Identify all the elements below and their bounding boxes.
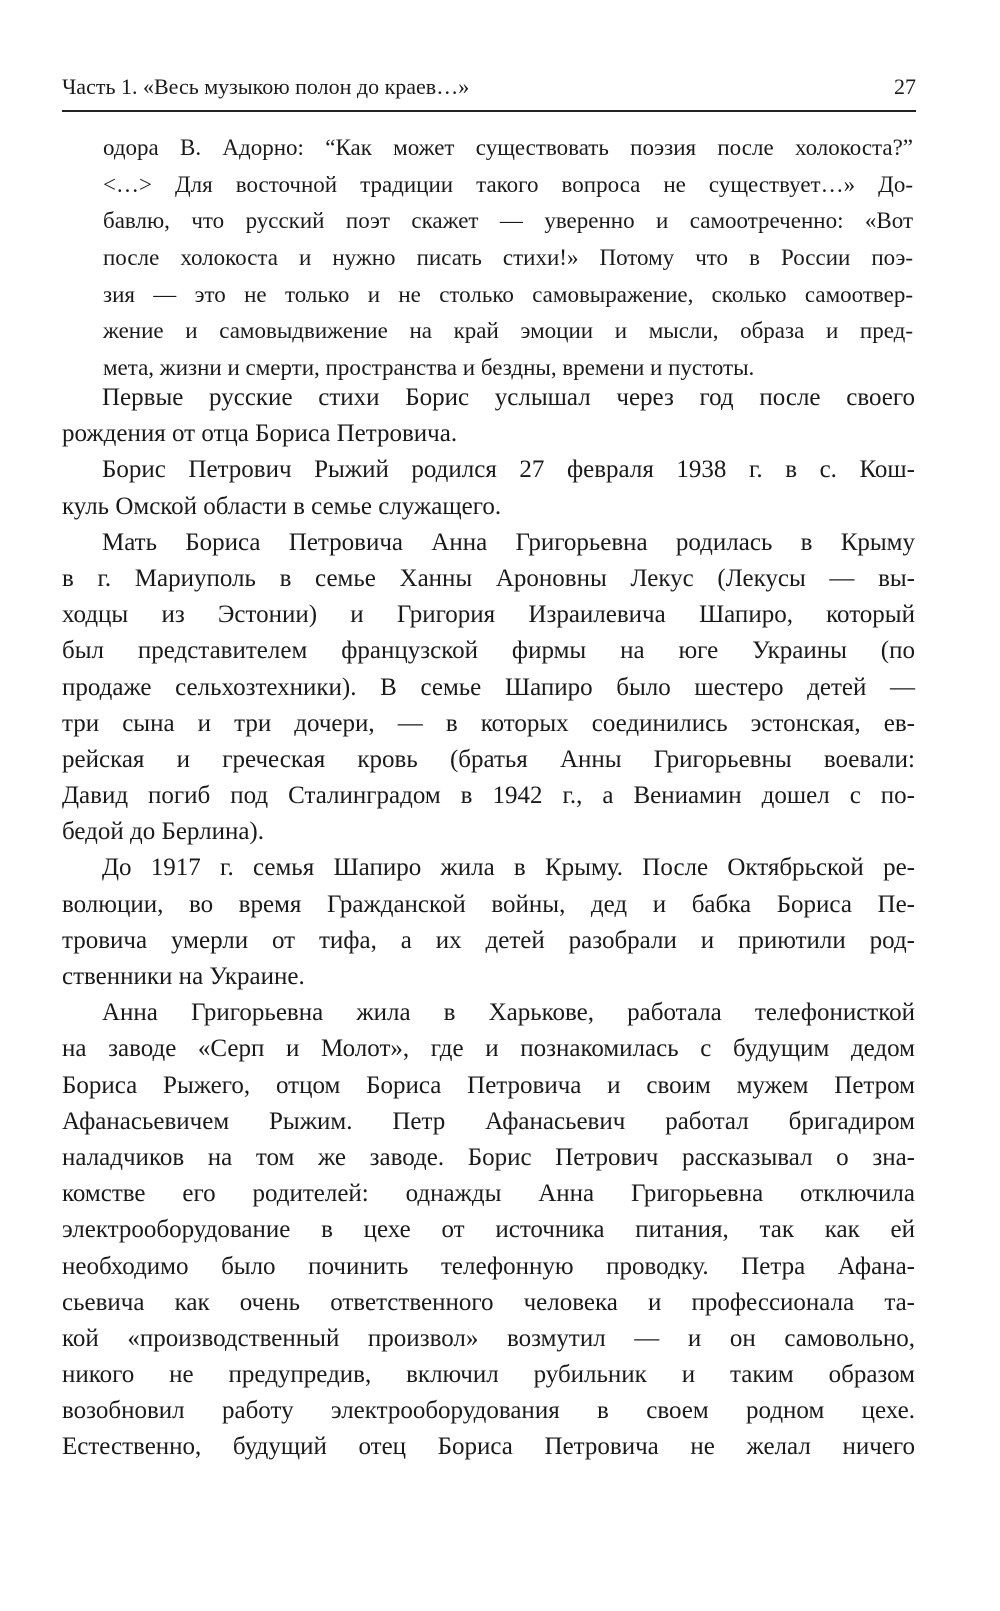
running-header <box>62 66 916 100</box>
text-line: волюции, во время Гражданской войны, дед и бабка Бориса Пе- <box>62 890 915 918</box>
text-line: Первые русские стихи Борис услышал через год после своего <box>102 384 915 411</box>
text-line: тровича умерли от тифа, а их детей разобрали и приютили род- <box>62 926 915 954</box>
text-line: электрооборудование в цехе от источника питания, так как ей <box>62 1216 915 1244</box>
quote-line: после холокоста и нужно писать стихи!» Потому что в России поэ- <box>103 245 913 271</box>
paragraph <box>62 995 915 1465</box>
header-rule <box>62 110 916 112</box>
quote-line: бавлю, что русский поэт скажет — уверенно и самоотреченно: «Вот <box>103 208 913 234</box>
text-line: До 1917 г. семья Шапиро жила в Крыму. После Октябрьской ре- <box>102 854 915 882</box>
text-line: наладчиков на том же заводе. Борис Петрович рассказывал о зна- <box>62 1143 915 1171</box>
text-line: Мать Бориса Петровича Анна Григорьевна родилась в Крыму <box>102 528 915 556</box>
page-number: 27 <box>894 74 916 99</box>
text-line: Естественно, будущий отец Бориса Петровича не желал ничего <box>62 1433 915 1461</box>
text-line: Афанасьевичем Рыжим. Петр Афанасьевич работал бригадиром <box>62 1107 915 1135</box>
text-line: продаже сельхозтехники). В семье Шапиро было шестеро детей — <box>62 673 915 701</box>
text-line: был представителем французской фирмы на юге Украины (по <box>62 637 915 665</box>
text-line: ходцы из Эстонии) и Григория Израилевича Шапиро, который <box>62 601 915 629</box>
quote-line: одора В. Адорно: “Как может существовать поэзия после холокоста?” <box>103 135 913 160</box>
text-line: возобновил работу электрооборудования в своем родном цехе. <box>62 1397 915 1425</box>
paragraph <box>62 452 915 524</box>
quote-line: жение и самовыдвижение на край эмоции и мысли, образа и пред- <box>103 318 913 344</box>
text-line: Борис Петрович Рыжий родился 27 февраля 1938 г. в с. Кош- <box>102 456 915 484</box>
text-line: рождения от отца Бориса Петровича. <box>62 420 458 448</box>
text-line: комстве его родителей: однажды Анна Григорьевна отключила <box>62 1180 915 1208</box>
text-line: кой «производственный произвол» возмутил — и он самовольно, <box>62 1324 915 1352</box>
running-title: Часть 1. «Весь музыкою полон до краев…» <box>62 74 470 99</box>
paragraph <box>62 525 915 851</box>
text-line: ственники на Украине. <box>62 963 305 990</box>
text-line: Анна Григорьевна жила в Харькове, работала телефонисткой <box>102 999 915 1027</box>
text-line: никого не предупредив, включил рубильник и таким образом <box>62 1361 915 1389</box>
paragraph <box>62 380 915 452</box>
text-line: сьевича как очень ответственного человека и профессионала та- <box>62 1288 915 1316</box>
body-text <box>62 380 915 1466</box>
paragraph <box>62 850 915 995</box>
text-line: три сына и три дочери, — в которых соединились эстонская, ев- <box>62 709 915 737</box>
quote-line: мета, жизни и смерти, пространства и бездны, времени и пустоты. <box>103 355 755 381</box>
text-line: на заводе «Серп и Молот», где и познакомилась с будущим дедом <box>62 1035 915 1063</box>
text-line: Бориса Рыжего, отцом Бориса Петровича и своим мужем Петром <box>62 1071 915 1099</box>
quote-line: <…> Для восточной традиции такого вопроса не существует…» До- <box>103 171 913 197</box>
text-line: рейская и греческая кровь (братья Анны Григорьевны воевали: <box>62 745 915 773</box>
text-line: необходимо было починить телефонную проводку. Петра Афана- <box>62 1252 915 1280</box>
quotation-block <box>103 130 913 387</box>
text-line: куль Омской области в семье служащего. <box>62 492 502 520</box>
text-line: в г. Мариуполь в семье Ханны Ароновны Лекус (Лекусы — вы- <box>62 564 915 592</box>
quote-line: зия — это не только и не столько самовыражение, сколько самоотвер- <box>103 281 913 307</box>
text-line: бедой до Берлина). <box>62 818 265 846</box>
text-line: Давид погиб под Сталинградом в 1942 г., а Вениамин дошел с по- <box>62 782 915 810</box>
